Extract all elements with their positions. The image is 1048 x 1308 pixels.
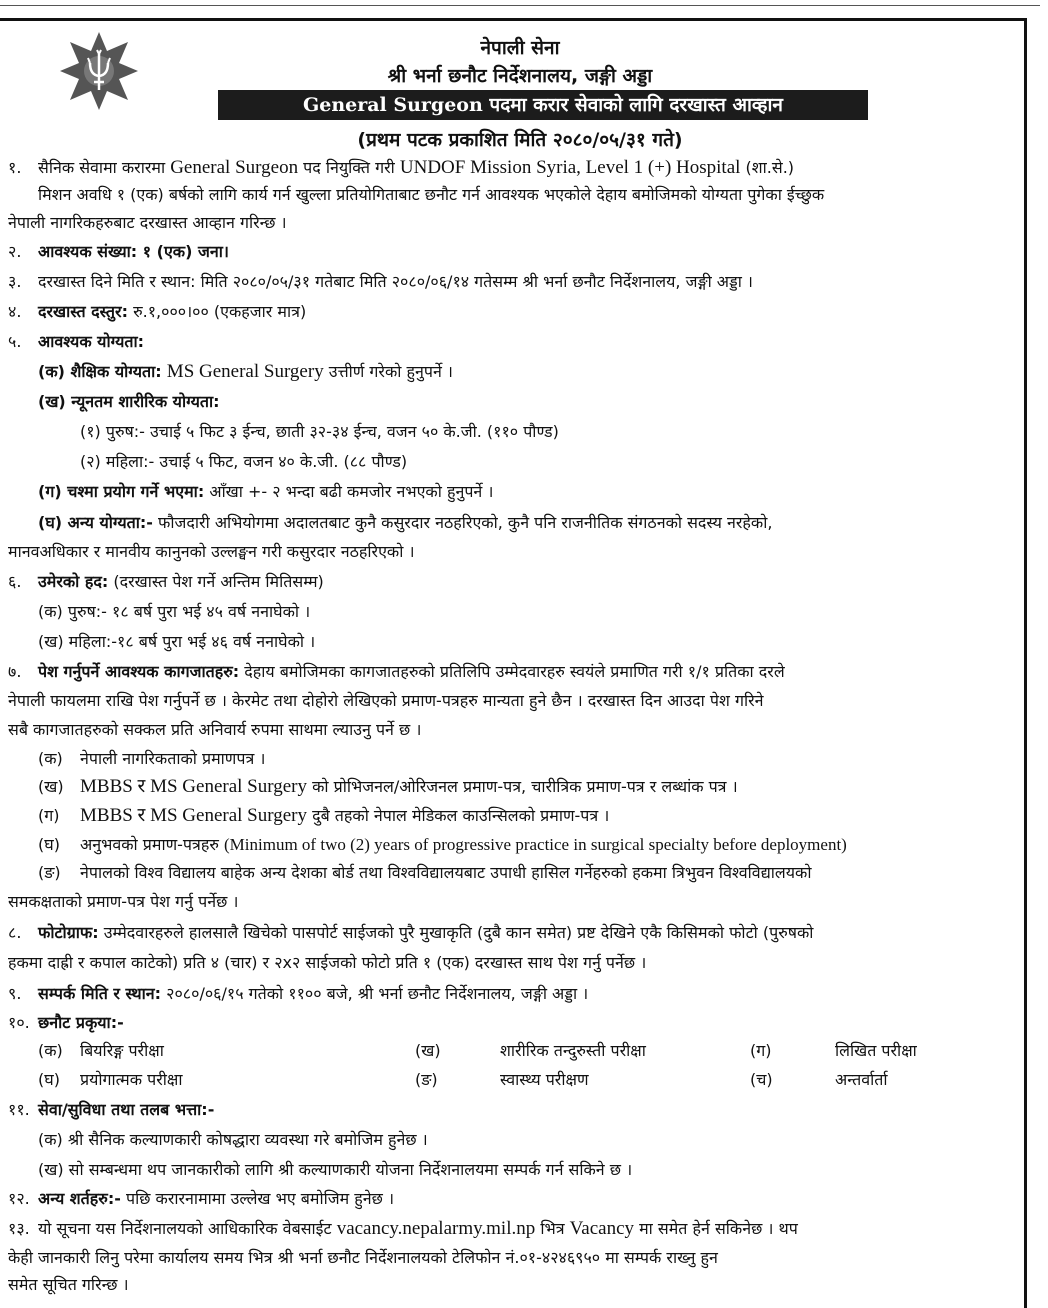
s10-item-text: शारीरिक तन्दुरुस्ती परीक्षा [500, 1041, 646, 1060]
s13-line3: समेत सूचित गरिन्छ । [8, 1275, 129, 1294]
s7-line2: नेपाली फायलमा राखि पेश गर्नुपर्ने छ । केरमेट तथा दोहोरो लेखिएको प्रमाण-पत्रहरु मान्यता हुने छैन । दरखास्त दिन आउदा पेश गरिने [8, 691, 764, 710]
s5-kha-2: (२) महिला:- उचाई ५ फिट, वजन ४० के.जी. (८८ पौण्ड) [80, 452, 408, 471]
s6-ka: (क) पुरुष:- १८ बर्ष पुरा भई ४५ वर्ष ननाघेको । [38, 602, 311, 621]
s7-item-text: नेपालको विश्व विद्यालय बाहेक अन्य देशका बोर्ड तथा विश्वविद्यालयबाट उपाधी हासिल गर्नेहरुको हकमा त्रिभुवन विश्वविद्यालयको [80, 863, 812, 882]
s7-line3: सबै कागजातहरुको सक्कल प्रति अनिवार्य रुपमा साथमा ल्याउनु पर्ने छ । [8, 720, 422, 739]
s10-item-mark: (ख) [415, 1041, 441, 1060]
s10-label: छनौट प्रकृया:- [38, 1013, 124, 1032]
s10-item-text: स्वास्थ्य परीक्षण [500, 1070, 589, 1089]
s5-ga: (ग) चश्मा प्रयोग गर्ने भएमा: आँखा +- २ भन्दा बढी कमजोर नभएको हुनुपर्ने । [38, 482, 494, 501]
s6-kha: (ख) महिला:-१८ बर्ष पुरा भई ४६ वर्ष ननाघेको । [38, 632, 316, 651]
s7-item-mark: (घ) [38, 835, 60, 854]
s10-item-text: बियरिङ्ग परीक्षा [80, 1041, 164, 1060]
s7-item-text: MBBS र MS General Surgery को प्रोभिजनल/ओरिजनल प्रमाण-पत्र, चारीत्रिक प्रमाण-पत्र र लब्धांक पत्र । [80, 776, 738, 797]
s7-num: ७. [8, 662, 22, 681]
s10-num: १०. [8, 1013, 30, 1032]
s8-num: ८. [8, 923, 22, 942]
s5-kha-1: (१) पुरुष:- उचाई ५ फिट ३ ईन्च, छाती ३२-३४ ईन्च, वजन ५० के.जी. (११० पौण्ड) [80, 422, 559, 441]
website-link[interactable]: vacancy.nepalarmy.mil.np [336, 1218, 536, 1239]
s7-nga-line2: समकक्षताको प्रमाण-पत्र पेश गर्नु पर्नेछ । [8, 892, 239, 911]
s10-item-mark: (ङ) [415, 1070, 438, 1089]
org-name: नेपाली सेना [480, 37, 560, 59]
s11-kha: (ख) सो सम्बन्धमा थप जानकारीको लागि श्री कल्याणकारी योजना निर्देशनालयमा सम्पर्क गर्न सकिने छ । [38, 1160, 633, 1179]
s13-line2: केही जानकारी लिनु परेमा कार्यालय समय भित्र श्री भर्ना छनौट निर्देशनालयको टेलिफोन नं.०१-४२४६९५० मा सम्पर्क राख्नु हुन [8, 1248, 718, 1267]
s11-ka: (क) श्री सैनिक कल्याणकारी कोषद्धारा व्यवस्था गरे बमोजिम हुनेछ । [38, 1130, 428, 1149]
s7-item-mark: (क) [38, 749, 63, 768]
s1-num: १. [8, 158, 22, 177]
s6-line: उमेरको हद: (दरखास्त पेश गर्ने अन्तिम मितिसम्म) [38, 572, 324, 591]
directorate-name: श्री भर्ना छनौट निर्देशनालय, जङ्गी अड्डा [387, 65, 653, 87]
s7-item-mark: (ङ) [38, 863, 61, 882]
s11-label: सेवा/सुविधा तथा तलब भत्ता:- [38, 1100, 215, 1119]
s5-gha-line2: मानवअधिकार र मानवीय कानुनको उल्लङ्घन गरी कसुरदार नठहरिएको । [8, 542, 415, 561]
s13-line1: यो सूचना यस निर्देशनालयको आधिकारिक वेबसाईट vacancy.nepalarmy.mil.np भित्र Vacancy मा समेत हेर्न सकिनेछ । थप [38, 1218, 798, 1239]
s12-line: अन्य शर्तहरु:- पछि करारनामामा उल्लेख भए बमोजिम हुनेछ । [38, 1189, 395, 1208]
s10-item-mark: (ग) [750, 1041, 772, 1060]
s12-num: १२. [8, 1189, 30, 1208]
s7-line1: पेश गर्नुपर्ने आवश्यक कागजातहरु: देहाय बमोजिमका कागजातहरुको प्रतिलिपि उम्मेदवारहरु स्वयंले प्रमाणित गरी १/१ प्रतिका दरले [38, 662, 785, 681]
s8-line1: फोटोग्राफ: उम्मेदवारहरुले हालसालै खिचेको पासपोर्ट साईजको पुरै मुखाकृति (दुबै कान समेत) प्रष्ट देखिने एकै किसिमको फोटो (पुरुषको [38, 923, 814, 942]
s10-item-mark: (क) [38, 1041, 63, 1060]
s7-item-text: MBBS र MS General Surgery दुबै तहको नेपाल मेडिकल काउन्सिलको प्रमाण-पत्र । [80, 805, 610, 826]
s2-num: २. [8, 242, 22, 261]
s1-line1: सैनिक सेवामा करारमा General Surgeon पद नियुक्ति गरी UNDOF Mission Syria, Level 1 (+) Hospital (शा.से.) [38, 157, 795, 178]
s4-line: दरखास्त दस्तुर: रु.१,०००।०० (एकहजार मात्र) [38, 302, 307, 321]
published-date: (प्रथम पटक प्रकाशित मिति २०८०/०५/३१ गते) [357, 129, 683, 151]
s10-item-text: प्रयोगात्मक परीक्षा [80, 1070, 183, 1089]
s1-line3: नेपाली नागरिकहरुबाट दरखास्त आव्हान गरिन्छ । [8, 213, 287, 232]
s5-kha-label: (ख) न्यूनतम शारीरिक योग्यता: [38, 392, 220, 411]
s13-num: १३. [8, 1219, 30, 1238]
s9-num: ९. [8, 984, 22, 1003]
s10-item-text: लिखित परीक्षा [835, 1041, 917, 1060]
s10-item-mark: (घ) [38, 1070, 60, 1089]
s3-num: ३. [8, 272, 22, 291]
s3-text: दरखास्त दिने मिति र स्थान: मिति २०८०/०५/३१ गतेबाट मिति २०८०/०६/१४ गतेसम्म श्री भर्ना छनौट निर्देशनालय, जङ्गी अड्डा । [38, 272, 753, 291]
s7-item-mark: (ग) [38, 806, 60, 825]
s4-num: ४. [8, 302, 22, 321]
s5-num: ५. [8, 332, 22, 351]
s7-item-text: अनुभवको प्रमाण-पत्रहरु (Minimum of two (2) years of progressive practice in surgical specialty before deployment) [80, 835, 847, 854]
s9-line: सम्पर्क मिति र स्थान: २०८०/०६/१५ गतेको ११०० बजे, श्री भर्ना छनौट निर्देशनालय, जङ्गी अड्डा । [38, 984, 589, 1003]
s10-item-text: अन्तर्वार्ता [835, 1070, 888, 1089]
s8-line2: हकमा दाह्री र कपाल काटेको) प्रति ४ (चार) र २x२ साईजको फोटो प्रति १ (एक) दरखास्त साथ पेश गर्नु पर्नेछ । [8, 953, 647, 972]
notice-banner: General Surgeon पदमा करार सेवाको लागि दरखास्त आव्हान [218, 90, 868, 120]
s10-item-mark: (च) [750, 1070, 773, 1089]
s1-line2: मिशन अवधि १ (एक) बर्षको लागि कार्य गर्न खुल्ला प्रतियोगिताबाट छनौट गर्न आवश्यक भएकोले देहाय बमोजिमको योग्यता पुगेका ईच्छुक [38, 185, 825, 204]
s6-num: ६. [8, 572, 22, 591]
s5-gha: (घ) अन्य योग्यता:- फौजदारी अभियोगमा अदालतबाट कुनै कसुरदार नठहरिएको, कुनै पनि राजनीतिक संगठनको सदस्य नरहेको, [38, 513, 773, 532]
top-rule [0, 5, 1040, 6]
s7-item-mark: (ख) [38, 777, 64, 796]
s5-label: आवश्यक योग्यता: [38, 332, 145, 351]
s5-ka: (क) शैक्षिक योग्यता: MS General Surgery उत्तीर्ण गरेको हुनुपर्ने । [38, 361, 453, 382]
s11-num: ११. [8, 1100, 30, 1119]
s2-label: आवश्यक संख्या: १ (एक) जना। [38, 242, 229, 261]
s7-item-text: नेपाली नागरिकताको प्रमाणपत्र । [80, 749, 266, 768]
